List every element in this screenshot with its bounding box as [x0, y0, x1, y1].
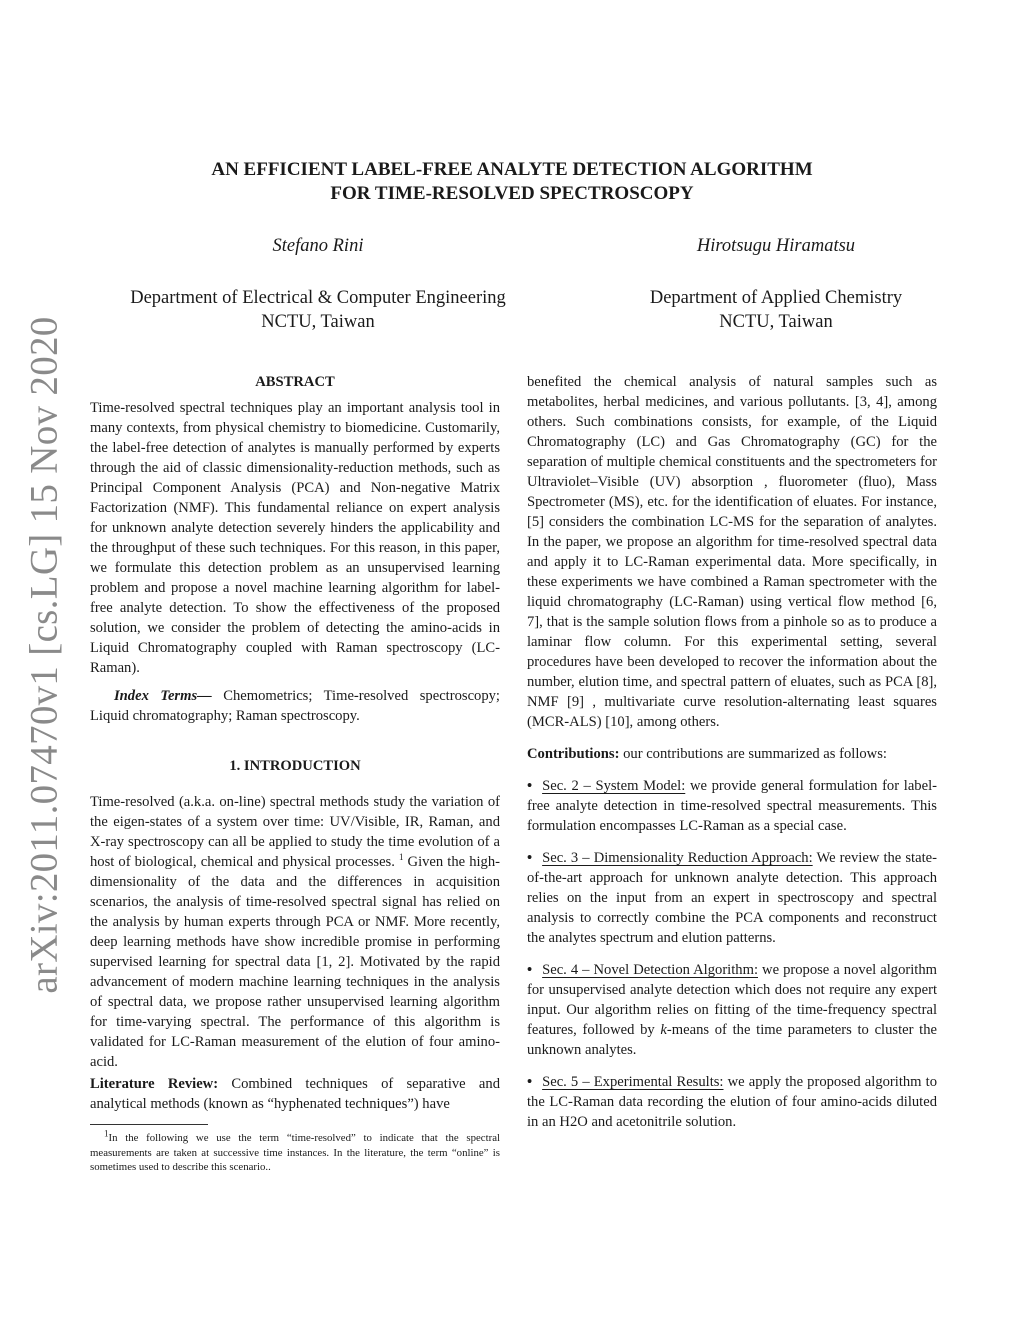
bullet-text-continued: -means of the time parameters to cluster the unknown analytes.	[527, 1022, 937, 1058]
author-department: Department of Applied Chemistry	[649, 288, 903, 308]
bullet-text: we provide general formulation for label-free analyte detection in time-resolved spectral measurements. This formulation encompasses LC-Raman as a special case.	[527, 778, 937, 834]
footnote-mark: 1	[104, 1128, 109, 1139]
author-institution: NCTU, Taiwan	[261, 312, 375, 332]
introduction-text-part-1: Time-resolved (a.k.a. on-line) spectral methods study the variation of the eigen-states of a system over time: UV/Visible, IR, Raman, and X-ray spectroscopy can all be applied to study the time evolution of a host of biological, chemical and physical processes.	[90, 794, 500, 870]
author-institution: NCTU, Taiwan	[719, 312, 833, 332]
literature-review-label: Literature Review:	[90, 1076, 219, 1092]
right-column	[527, 372, 937, 1144]
author-block-2	[620, 234, 932, 334]
contribution-bullet	[527, 776, 937, 836]
section-link[interactable]: Sec. 3 – Dimensionality Reduction Approach:	[542, 850, 813, 866]
section-link[interactable]: Sec. 4 – Novel Detection Algorithm:	[542, 962, 758, 978]
k-variable: k	[660, 1022, 667, 1038]
contributions-label: Contributions:	[527, 746, 620, 762]
abstract-text: Time-resolved spectral techniques play an important analysis tool in many contexts, from physical chemistry to biomedicine. Customarily, the label-free detection of analytes is manually performed by experts through the aid of classic dimensionality-reduction methods, such as Principal Component Analysis (PCA) and Non-negative Matrix Factorization (NMF). This fundamental reliance on expert analysis for unknown analyte detection severely hinders the applicability and the throughput of these such techniques. For this reason, in this paper, we formulate this detection problem as an unsupervised learning problem and propose a novel machine learning algorithm for label-free analyte detection. To show the effectiveness of the proposed solution, we consider the problem of detecting the amino-acids in Liquid Chromatography coupled with Raman spectroscopy (LC-Raman).	[90, 400, 500, 676]
contribution-bullet	[527, 848, 937, 948]
paper-title	[0, 158, 1024, 206]
literature-review-paragraph	[90, 1074, 500, 1114]
author-name: Hirotsugu Hiramatsu	[696, 236, 856, 256]
abstract-heading: ABSTRACT	[255, 374, 335, 390]
author-name: Stefano Rini	[272, 236, 364, 256]
bullet-icon: •	[527, 962, 533, 978]
author-department: Department of Electrical & Computer Engineering	[130, 288, 506, 308]
bullet-icon: •	[527, 1074, 533, 1090]
footnote-text: In the following we use the term “time-resolved” to indicate that the spectral measurements are taken at successive time instances. In the literature, the term “online” is sometimes used to describe this scenario..	[90, 1132, 500, 1173]
paper-title-line-1: AN EFFICIENT LABEL-FREE ANALYTE DETECTION ALGORITHM	[211, 159, 813, 180]
contributions-paragraph	[527, 744, 937, 764]
bullet-icon: •	[527, 778, 533, 794]
footnote-reference[interactable]: 1	[398, 852, 404, 863]
literature-review-continued: benefited the chemical analysis of natural samples such as metabolites, herbal medicines, and various pollutants. [3, 4], among others. Such combinations consists, for example, of the Liquid Chromatography (LC) and Gas Chromatography (GC) for the separation of multiple chemical constituents and the spectrometers for Ultraviolet–Visible (UV) absorption , fluorometer (fluo), Mass Spectrometer (MS), etc. for the identification of eluates. For instance, [5] considers the combination LC-MS for the separation of analytes. In the paper, we propose an algorithm for time-resolved spectral data and apply it to LC-Raman experimental data. More specifically, in these experiments we have combined a Raman spectrometer with the liquid chromatography (LC-Raman) using vertical flow method [6, 7], that is the sample solution flows from a pinhole so as to produce a laminar flow column. For this experimental setting, several procedures have been developed to recover the information about the number, elution time, and spectral pattern of eluates, such as PCA [8], NMF [9] , multivariate curve resolution-alternating least squares (MCR-ALS) [10], among others.	[527, 374, 937, 730]
contribution-bullet	[527, 1072, 937, 1132]
index-terms-label: Index Terms—	[114, 688, 212, 704]
arxiv-identifier-stamp: arXiv:2011.07470v1 [cs.LG] 15 Nov 2020	[22, 316, 66, 994]
bullet-icon: •	[527, 850, 533, 866]
section-link[interactable]: Sec. 5 – Experimental Results:	[542, 1074, 724, 1090]
index-terms-text: Chemometrics; Time-resolved spectroscopy; Liquid chromatography; Raman spectroscopy.	[90, 688, 500, 724]
bullet-text: we propose a novel algorithm for unsupervised analyte detection which does not require any expert input. Our algorithm relies on fitting of the time-frequency spectral features, followed by	[527, 962, 937, 1038]
footnote-divider	[90, 1124, 208, 1125]
contribution-bullet	[527, 960, 937, 1060]
author-block-1	[96, 234, 540, 334]
footnote	[90, 1128, 500, 1175]
left-column	[90, 372, 500, 1175]
bullet-text: We review the state-of-the-art approach for unknown analyte detection. This approach relies on the input from an expert in spectroscopy and spectral analysis to correctly combine the PCA components and reconstruct the analytes spectrum and elution patterns.	[527, 850, 937, 946]
introduction-heading: 1. INTRODUCTION	[229, 758, 361, 774]
introduction-text-part-2: Given the high-dimensionality of the data and the differences in acquisition scenarios, the analysis of time-resolved spectral signal has relied on the analysis by human experts through PCA or NMF. More recently, deep learning methods have show incredible promise in performing supervised learning for spectral data [1, 2]. Motivated by the rapid advancement of modern machine learning techniques in the analysis of spectral data, we propose rather unsupervised learning algorithm for time-varying spectral. The performance of this algorithm is validated for LC-Raman measurement of the elution of four amino-acid.	[90, 854, 500, 1070]
introduction-paragraph	[90, 792, 500, 1072]
index-terms	[90, 686, 500, 726]
literature-review-text: Combined techniques of separative and analytical methods (known as “hyphenated techniques”) have	[90, 1076, 500, 1112]
contributions-text: our contributions are summarized as follows:	[619, 746, 887, 762]
paper-title-line-2: FOR TIME-RESOLVED SPECTROSCOPY	[330, 183, 694, 204]
section-link[interactable]: Sec. 2 – System Model:	[542, 778, 686, 794]
bullet-text: we apply the proposed algorithm to the LC-Raman data recording the elution of four amino-acids diluted in an H2O and acetonitrile solution.	[527, 1074, 937, 1130]
